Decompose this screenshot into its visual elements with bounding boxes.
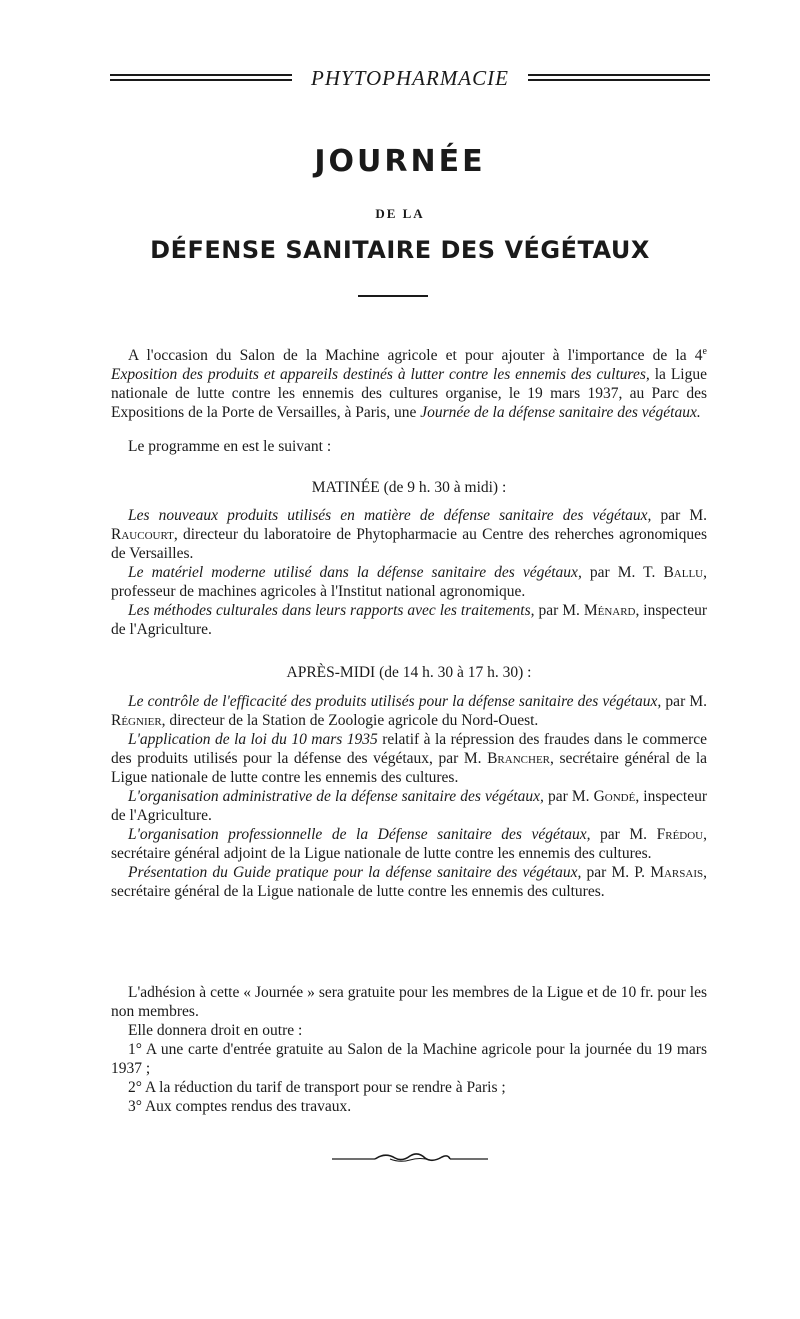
list-item: L'organisation professionnelle de la Défense sanitaire des végétaux, par M. Frédou, secrétaire général adjoint de la Ligue nationale de lutte contre les ennemis des cultures. xyxy=(111,826,707,862)
intro-text-1: A l'occasion du Salon de la Machine agricole et pour ajouter à l'importance de la 4 xyxy=(128,347,703,365)
list-item: Les méthodes culturales dans leurs rapports avec les traitements, par M. Ménard, inspecteur de l'Agriculture. xyxy=(111,602,707,638)
speaker-name: Ballu xyxy=(663,564,704,581)
page-title: JOURNÉE xyxy=(314,144,486,179)
speaker-name: Frédou xyxy=(656,826,704,843)
intro-text-2: Exposition des produits et appareils destinés à lutter contre les ennemis des cultures, xyxy=(111,366,650,384)
list-item: L'organisation administrative de la défense sanitaire des végétaux, par M. Gondé, inspecteur de l'Agriculture. xyxy=(111,788,707,824)
apres-midi-list xyxy=(111,692,707,901)
adhesion-section xyxy=(111,983,707,1116)
list-item: Présentation du Guide pratique pour la défense sanitaire des végétaux, par M. P. Marsais, secrétaire général de la Ligue nationale de lutte contre les ennemis des cultures. xyxy=(111,864,707,900)
list-item: Le contrôle de l'efficacité des produits utilisés pour la défense sanitaire des végétaux, par M. Régnier, directeur de la Station de Zoologie agricole du Nord-Ouest. xyxy=(111,693,708,729)
speaker-name: Marsais xyxy=(650,864,704,881)
programme-line: Le programme en est le suivant : xyxy=(128,438,332,455)
list-item: Le matériel moderne utilisé dans la défense sanitaire des végétaux, par M. T. Ballu, professeur de machines agricoles à l'Institut national agronomique. xyxy=(111,564,707,600)
page-subtitle: DÉFENSE SANITAIRE DES VÉGÉTAUX xyxy=(150,236,650,264)
list-item: 3° Aux comptes rendus des travaux. xyxy=(128,1098,352,1115)
header-rule-right xyxy=(528,74,710,84)
speaker-name: Raucourt xyxy=(111,526,174,543)
matinee-list xyxy=(111,506,707,639)
running-header xyxy=(110,66,710,94)
intro-paragraph xyxy=(111,342,707,422)
list-item: Les nouveaux produits utilisés en matière de défense sanitaire des végétaux, par M. Raucourt, directeur du laboratoire de Phytopharmacie au Centre des reherches agronomiques de Versailles. xyxy=(111,507,707,562)
matinee-heading: MATINÉE (de 9 h. 30 à midi) : xyxy=(311,479,507,496)
intro-text-3: la Ligue nationale de lutte contre les ennemis des cultures organise, le 19 mars 1937, au Parc des Expositions de la Porte de Versailles, à Paris, une xyxy=(111,366,707,422)
speaker-name: Ménard xyxy=(583,602,636,619)
adhesion-intro: Elle donnera droit en outre : xyxy=(128,1022,303,1039)
list-item: L'application de la loi du 10 mars 1935 relatif à la répression des fraudes dans le commerce des produits utilisés pour la défense des végétaux, par M. Brancher, secrétaire général de la Ligue nationale de lutte contre les ennemis des cultures. xyxy=(111,731,707,786)
adhesion-text: L'adhésion à cette « Journée » sera gratuite pour les membres de la Ligue et de 10 fr. pour les non membres. xyxy=(111,984,707,1020)
title-connector: DE LA xyxy=(375,206,425,221)
intro-superscript: e xyxy=(702,346,707,357)
speaker-name: Gondé xyxy=(593,788,636,805)
apres-midi-heading: APRÈS-MIDI (de 14 h. 30 à 17 h. 30) : xyxy=(286,664,532,681)
title-divider xyxy=(358,295,428,297)
list-item: 2° A la réduction du tarif de transport pour se rendre à Paris ; xyxy=(128,1079,506,1096)
speaker-name: Régnier xyxy=(111,712,162,729)
speaker-name: Brancher xyxy=(487,750,550,767)
fleuron-ornament-icon xyxy=(330,1150,490,1166)
list-item: 1° A une carte d'entrée gratuite au Salon de la Machine agricole pour la journée du 19 mars 1937 ; xyxy=(111,1041,707,1077)
running-title: PHYTOPHARMACIE xyxy=(311,66,509,90)
intro-text-4: Journée de la défense sanitaire des végétaux. xyxy=(420,404,701,422)
header-rule-left xyxy=(110,74,292,84)
